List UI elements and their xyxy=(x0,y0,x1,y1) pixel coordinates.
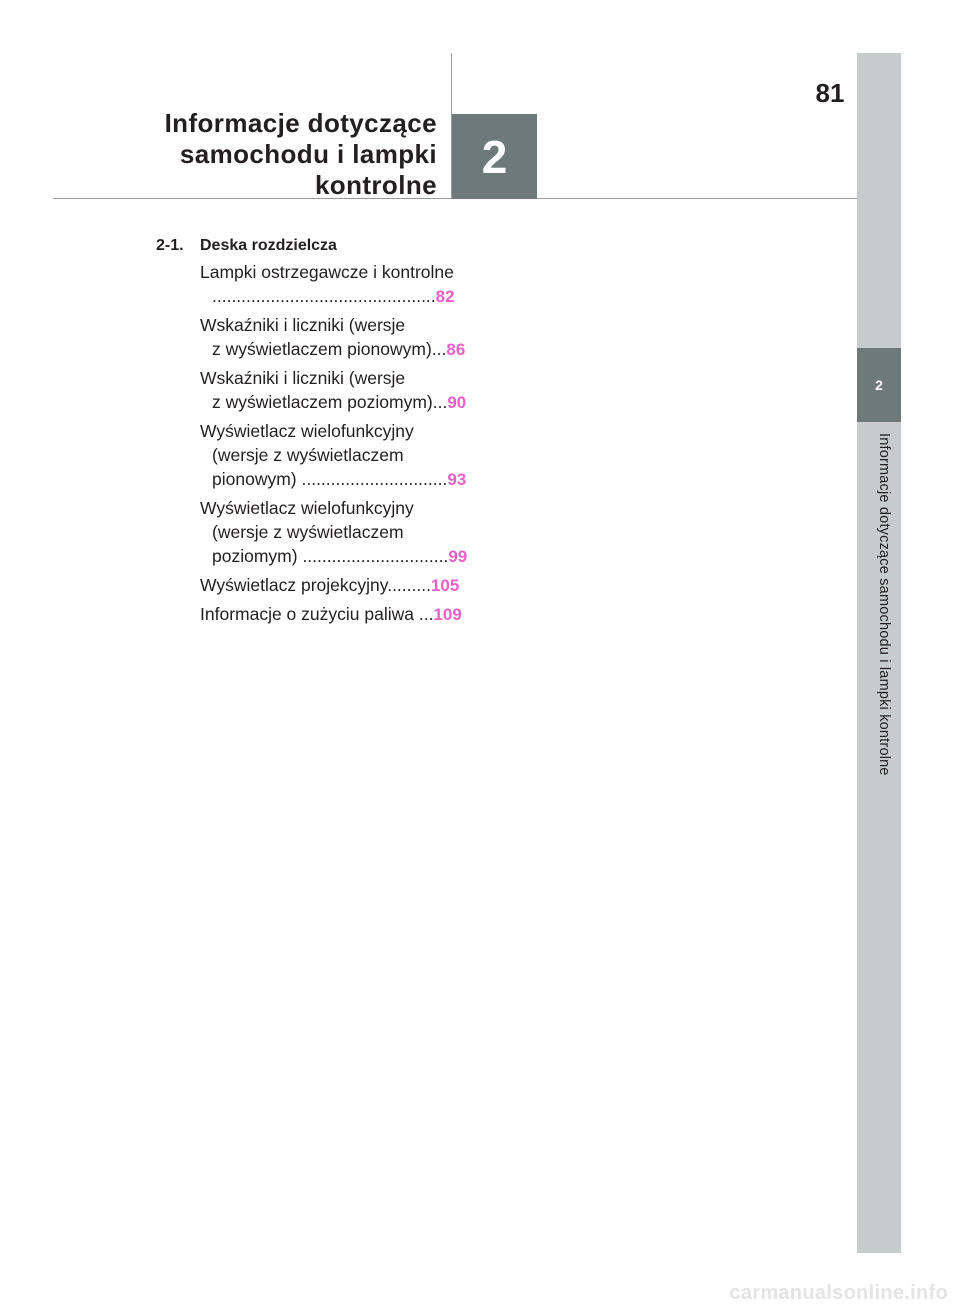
toc-page-link[interactable]: 86 xyxy=(446,340,466,359)
chapter-title xyxy=(77,108,437,201)
toc-entry[interactable] xyxy=(200,602,486,627)
toc-entry-text: z wyświetlaczem pionowym) xyxy=(212,339,432,359)
side-tab-chapter-number: 2 xyxy=(857,348,901,422)
toc-entry-text: Lampki ostrzegawcze i kontrolne xyxy=(200,262,454,282)
toc-page-link[interactable]: 109 xyxy=(433,605,462,624)
toc-entry[interactable] xyxy=(200,419,486,492)
page-number: 81 xyxy=(815,78,845,108)
toc-entry-text: Wyświetlacz wielofunkcyjny xyxy=(200,498,414,518)
chapter-title-line: samochodu i lampki xyxy=(179,139,437,169)
toc-entry-text: z wyświetlaczem poziomym) xyxy=(212,392,433,412)
toc-entry-text: Wyświetlacz projekcyjny xyxy=(200,575,388,595)
toc-entries xyxy=(200,260,486,627)
table-of-contents xyxy=(156,234,486,631)
side-chapter-tab xyxy=(857,53,901,1253)
watermark: carmanualsonline.info xyxy=(729,1282,948,1304)
toc-entry-last-line xyxy=(200,390,486,415)
toc-entry-last-line xyxy=(200,602,486,627)
toc-entry-last-line xyxy=(200,544,486,569)
toc-leader-dots: ......... xyxy=(387,575,431,595)
chapter-number-box: 2 xyxy=(452,114,537,199)
toc-entry-last-line xyxy=(200,573,486,598)
toc-entry-text: Wyświetlacz wielofunkcyjny xyxy=(200,421,414,441)
toc-leader-dots: .............................. xyxy=(296,469,448,489)
toc-entry-text: Informacje o zużyciu paliwa xyxy=(200,604,414,624)
toc-leader-dots: ... xyxy=(431,339,447,359)
toc-section-title: Deska rozdzielcza xyxy=(200,237,337,254)
toc-entry[interactable] xyxy=(200,313,486,362)
toc-entry-text: Wskaźniki i liczniki (wersje xyxy=(200,315,406,335)
toc-section-number: 2-1. xyxy=(156,237,184,254)
toc-entry-text: (wersje z wyświetlaczem xyxy=(212,522,404,542)
toc-entry-text: poziomym) xyxy=(212,546,298,566)
toc-entry-last-line xyxy=(200,284,486,309)
toc-section-heading xyxy=(156,234,486,258)
toc-entry-last-line xyxy=(200,467,486,492)
side-tab-chapter-title: Informacje dotyczące samochodu i lampki kontrolne xyxy=(876,433,892,776)
toc-entry[interactable] xyxy=(200,573,486,598)
toc-leader-dots: ... xyxy=(413,604,434,624)
toc-entry-text: (wersje z wyświetlaczem xyxy=(212,445,404,465)
toc-leader-dots: ... xyxy=(432,392,448,412)
toc-entry[interactable] xyxy=(200,260,486,309)
toc-page-link[interactable]: 90 xyxy=(447,393,467,412)
toc-page-link[interactable]: 82 xyxy=(435,287,455,306)
chapter-title-line: kontrolne xyxy=(314,170,437,200)
toc-entry[interactable] xyxy=(200,496,486,569)
toc-leader-dots: .............................. xyxy=(297,546,449,566)
toc-entry-last-line xyxy=(200,337,486,362)
toc-page-link[interactable]: 93 xyxy=(447,470,467,489)
toc-entry-text: Wskaźniki i liczniki (wersje xyxy=(200,368,406,388)
chapter-title-line: Informacje dotyczące xyxy=(164,108,437,138)
toc-page-link[interactable]: 105 xyxy=(430,576,460,595)
toc-page-link[interactable]: 99 xyxy=(448,547,468,566)
toc-entry[interactable] xyxy=(200,366,486,415)
toc-entry-text: pionowym) xyxy=(212,469,297,489)
toc-leader-dots: .............................................. xyxy=(212,286,436,306)
